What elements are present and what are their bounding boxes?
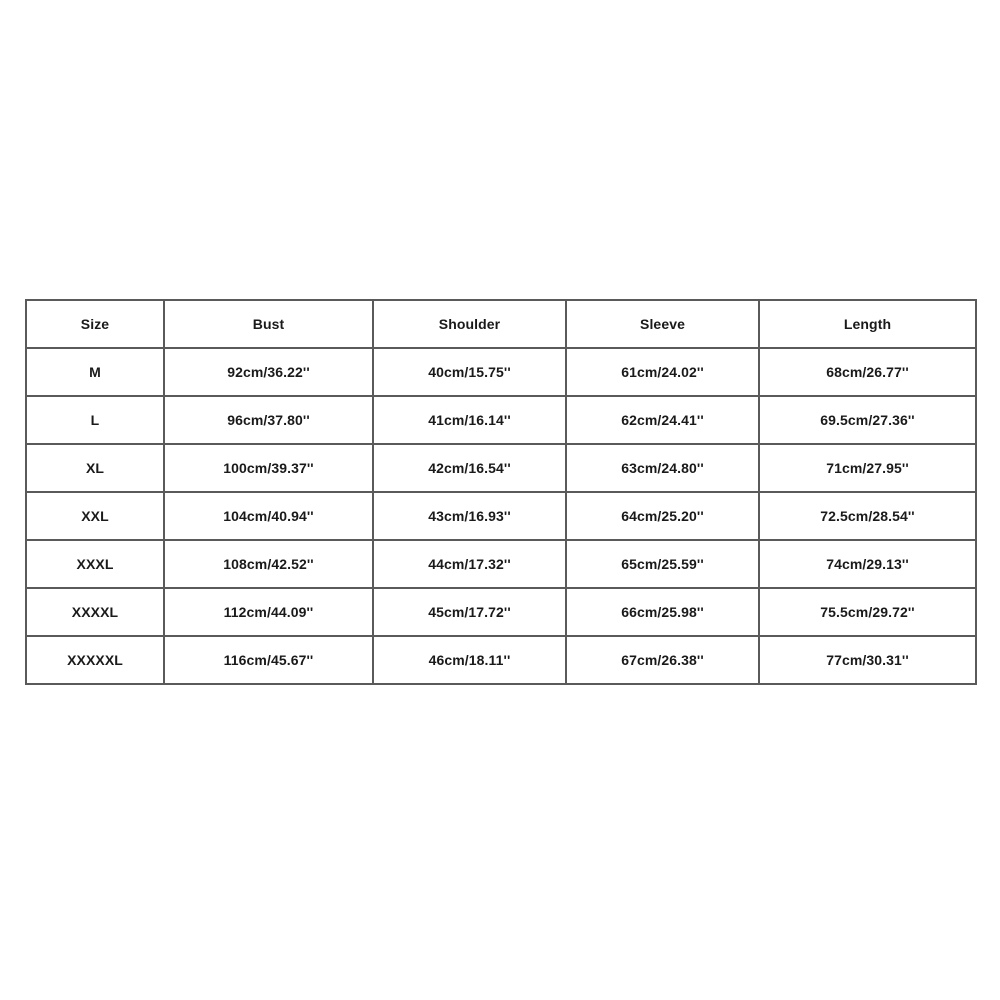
cell-bust: 104cm/40.94'' — [164, 492, 373, 540]
cell-length: 72.5cm/28.54'' — [759, 492, 976, 540]
header-bust: Bust — [164, 300, 373, 348]
cell-shoulder: 42cm/16.54'' — [373, 444, 566, 492]
cell-shoulder: 46cm/18.11'' — [373, 636, 566, 684]
cell-shoulder: 40cm/15.75'' — [373, 348, 566, 396]
cell-bust: 108cm/42.52'' — [164, 540, 373, 588]
cell-sleeve: 64cm/25.20'' — [566, 492, 759, 540]
cell-bust: 112cm/44.09'' — [164, 588, 373, 636]
cell-sleeve: 63cm/24.80'' — [566, 444, 759, 492]
cell-sleeve: 66cm/25.98'' — [566, 588, 759, 636]
header-sleeve: Sleeve — [566, 300, 759, 348]
table-row — [26, 444, 976, 492]
table-row — [26, 396, 976, 444]
header-row — [26, 300, 976, 348]
header-shoulder: Shoulder — [373, 300, 566, 348]
header-length: Length — [759, 300, 976, 348]
cell-length: 71cm/27.95'' — [759, 444, 976, 492]
cell-size: XXXXXL — [26, 636, 164, 684]
cell-bust: 100cm/39.37'' — [164, 444, 373, 492]
cell-bust: 116cm/45.67'' — [164, 636, 373, 684]
cell-size: M — [26, 348, 164, 396]
table-row — [26, 492, 976, 540]
cell-sleeve: 61cm/24.02'' — [566, 348, 759, 396]
cell-size: XXXXL — [26, 588, 164, 636]
cell-length: 69.5cm/27.36'' — [759, 396, 976, 444]
cell-sleeve: 67cm/26.38'' — [566, 636, 759, 684]
cell-bust: 96cm/37.80'' — [164, 396, 373, 444]
cell-length: 74cm/29.13'' — [759, 540, 976, 588]
table-row — [26, 348, 976, 396]
cell-size: XXXL — [26, 540, 164, 588]
cell-shoulder: 41cm/16.14'' — [373, 396, 566, 444]
table-row — [26, 540, 976, 588]
cell-shoulder: 45cm/17.72'' — [373, 588, 566, 636]
cell-bust: 92cm/36.22'' — [164, 348, 373, 396]
cell-shoulder: 43cm/16.93'' — [373, 492, 566, 540]
cell-sleeve: 62cm/24.41'' — [566, 396, 759, 444]
header-size: Size — [26, 300, 164, 348]
table-row — [26, 588, 976, 636]
cell-length: 75.5cm/29.72'' — [759, 588, 976, 636]
cell-length: 77cm/30.31'' — [759, 636, 976, 684]
cell-sleeve: 65cm/25.59'' — [566, 540, 759, 588]
size-chart-table — [25, 299, 977, 685]
cell-size: XXL — [26, 492, 164, 540]
cell-size: XL — [26, 444, 164, 492]
table-row — [26, 636, 976, 684]
cell-shoulder: 44cm/17.32'' — [373, 540, 566, 588]
cell-length: 68cm/26.77'' — [759, 348, 976, 396]
cell-size: L — [26, 396, 164, 444]
